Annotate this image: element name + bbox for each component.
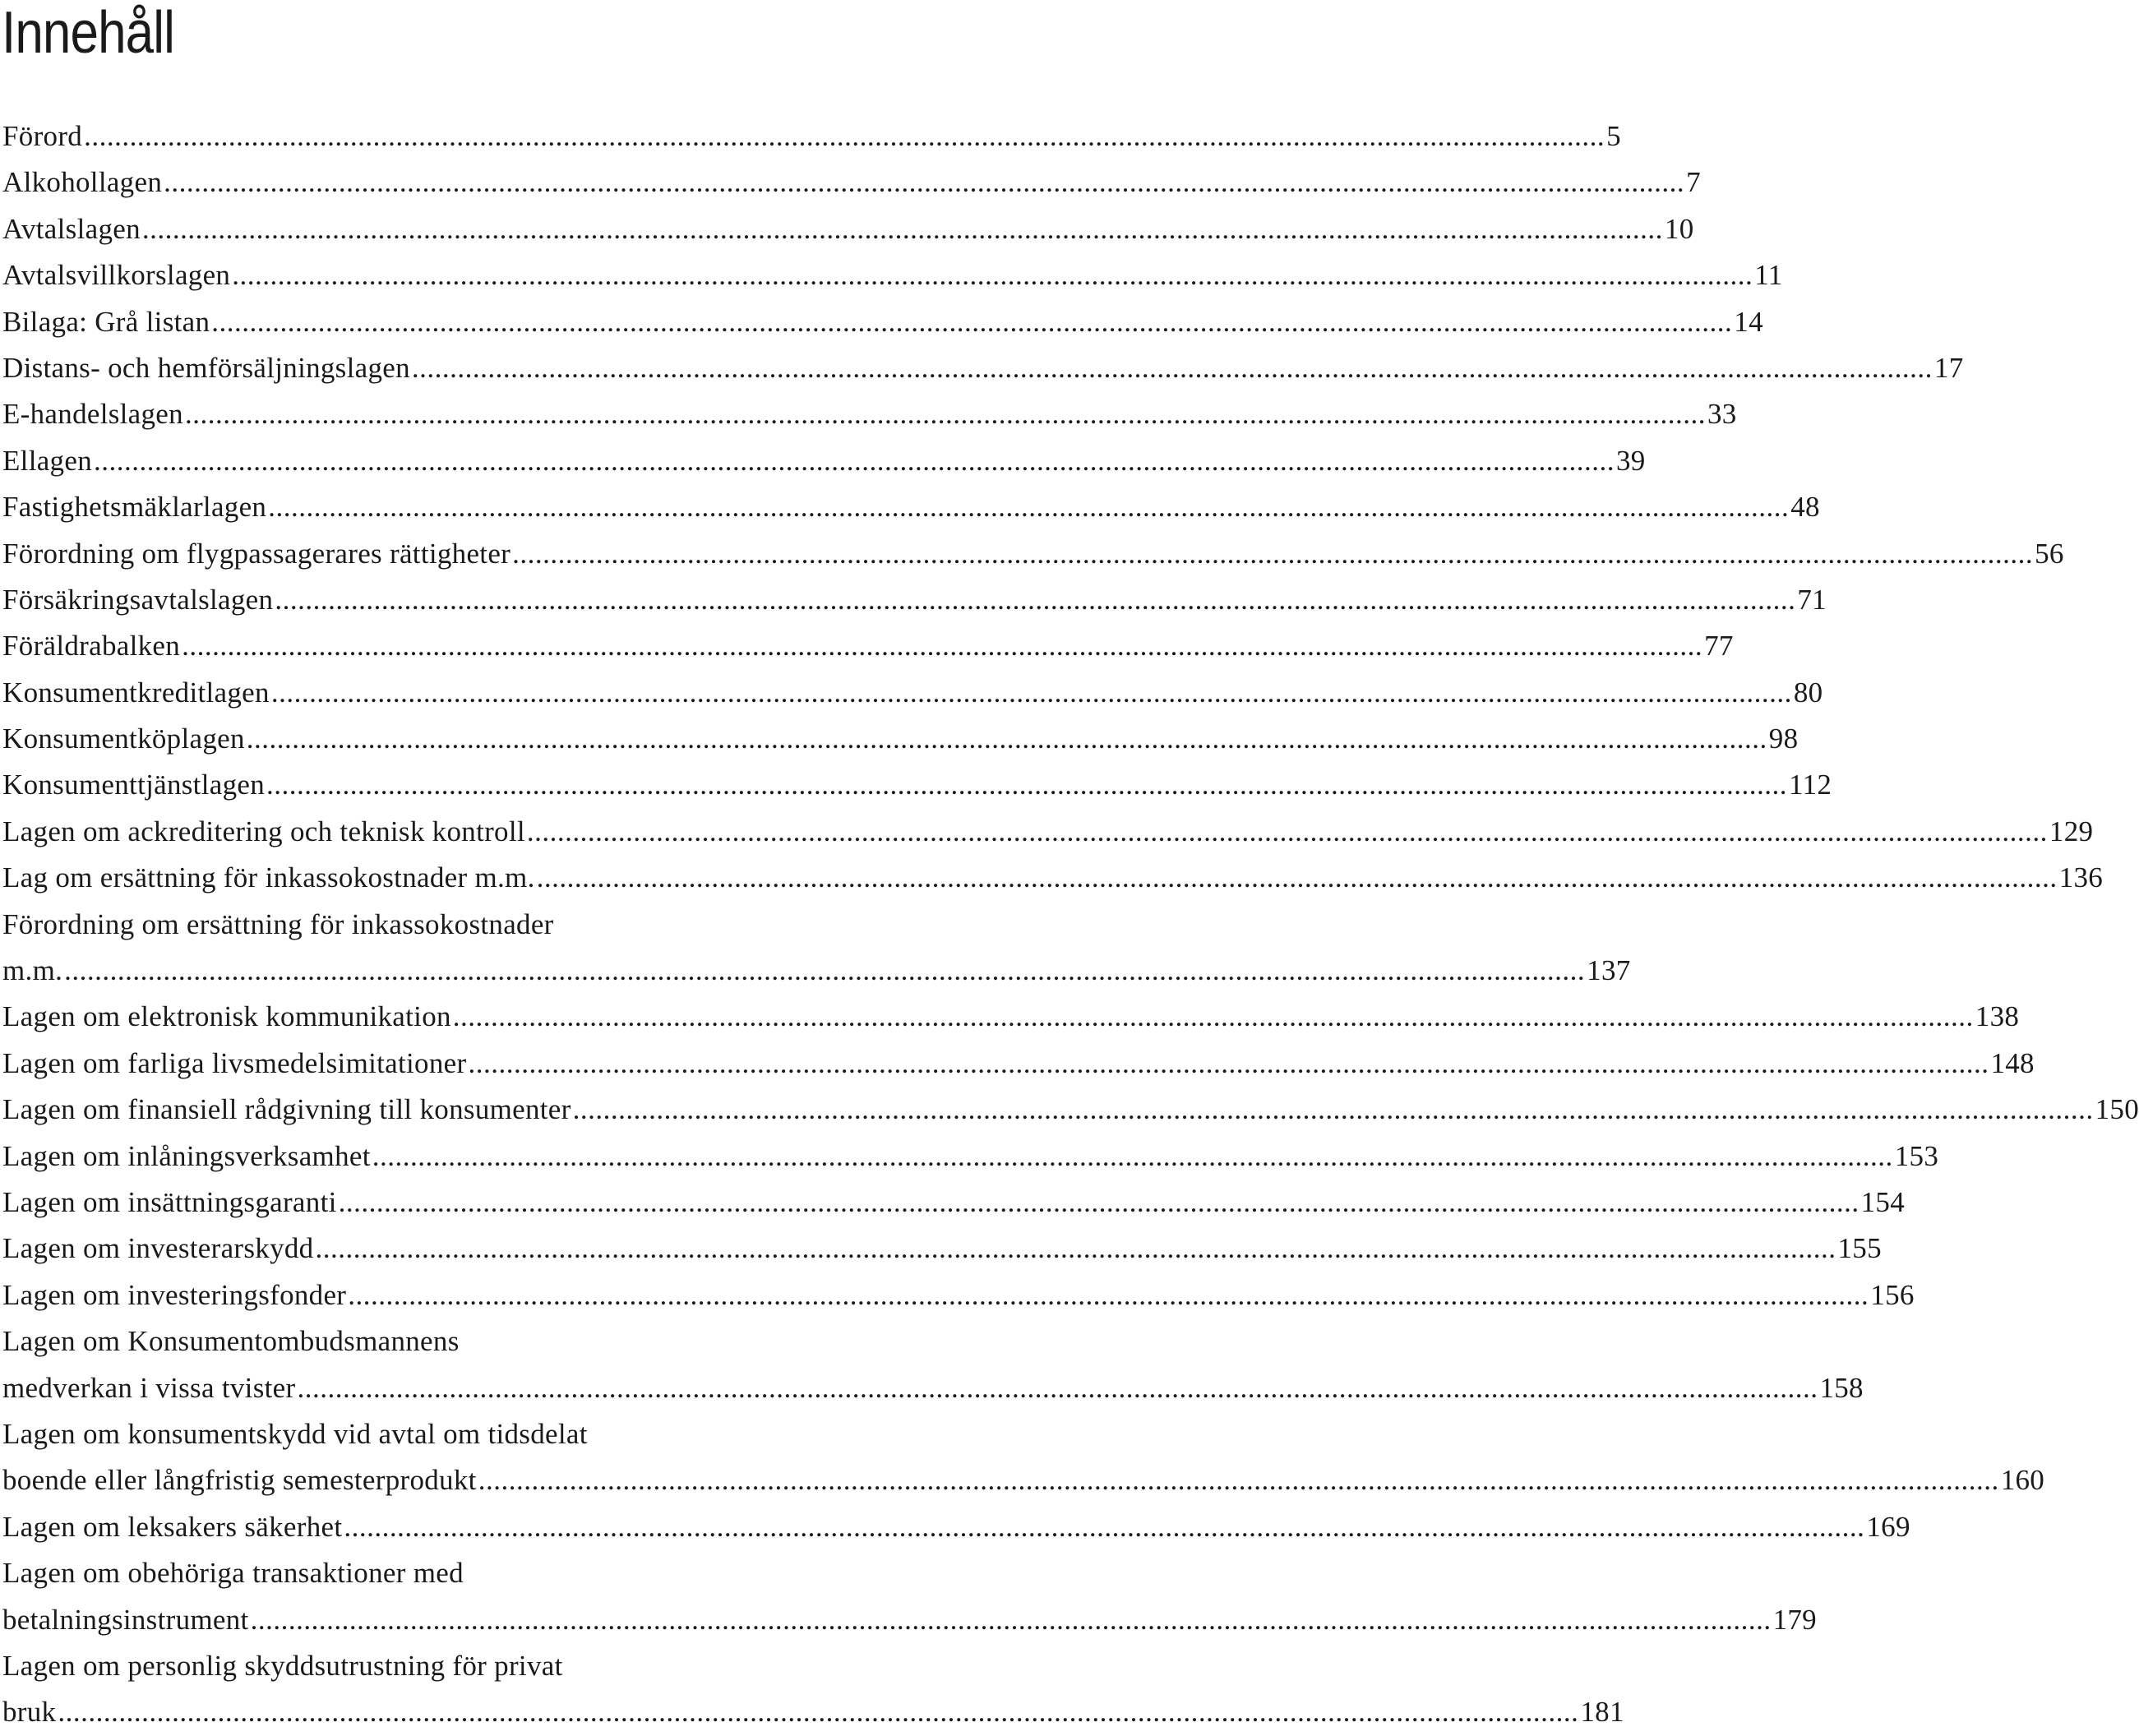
toc-entry-line [2,1689,1624,1735]
dot-leader: ........................................................................................................................................................................................................ [270,676,1792,709]
toc-entry [2,531,2064,577]
toc-entry-title: E-handelslagen [2,398,183,431]
toc-entry-title: Distans- och hemförsäljningslagen [2,351,410,384]
toc-page-number: 77 [1704,630,1734,663]
toc-entry-title: Konsumentköplagen [2,723,245,755]
toc-page-number: 148 [1990,1046,2035,1079]
toc-entry-line [2,1180,1906,1226]
toc-entry-title: m.m. [2,954,63,987]
toc-entry-line [2,948,1631,994]
toc-entry [2,1411,2045,1504]
dot-leader: ........................................................................................................................................................................................................ [526,815,2048,847]
dot-leader: ........................................................................................................................................................................................................ [211,305,1733,338]
toc-entry-line [2,1272,1915,1318]
toc-entry-line [2,670,1823,716]
toc-entry [2,1041,2035,1087]
toc-page-number: 169 [1866,1510,1910,1543]
dot-leader: ........................................................................................................................................................................................................ [84,120,1605,152]
toc-entry-title: betalningsinstrument [2,1603,249,1636]
dot-leader: ........................................................................................................................................................................................................ [64,954,1586,987]
toc-page-number: 71 [1797,583,1827,616]
toc-page-number: 48 [1790,491,1820,524]
toc-page-number: 7 [1686,166,1701,199]
toc-entry [2,855,2104,901]
toc-entry-line [2,113,1621,159]
toc-entry-line [2,902,784,948]
toc-entry [2,809,2094,855]
toc-entry-line [2,438,1646,484]
toc-page-number: 98 [1768,723,1799,755]
toc-entry-title: Lagen om investerarskydd [2,1232,314,1265]
dot-leader: ........................................................................................................................................................................................................ [164,166,1685,199]
toc-entry-line [2,762,1832,808]
toc-entry [2,159,1701,205]
toc-entry-line [2,1365,1864,1411]
toc-page-number: 158 [1819,1371,1864,1404]
toc-entry-line [2,809,2094,855]
toc-entry-line [2,299,1763,345]
dot-leader: ........................................................................................................................................................................................................ [297,1371,1818,1404]
toc-entry-title: Lagen om insättningsgaranti [2,1185,337,1218]
dot-leader: ........................................................................................................................................................................................................ [94,444,1615,477]
toc-entry-title: boende eller långfristig semesterprodukt [2,1464,477,1497]
toc-entry [2,716,1799,762]
toc-page-number: 137 [1587,954,1631,987]
toc-page-number: 156 [1870,1278,1915,1311]
toc-page-number: 160 [2000,1464,2045,1497]
toc-entry-title: Lagen om elektronisk kommunikation [2,1000,451,1033]
toc-entry [2,252,1783,298]
toc-page-number: 56 [2035,537,2064,570]
dot-leader: ........................................................................................................................................................................................................ [348,1278,1869,1311]
toc-entry [2,206,1694,252]
toc-page-number: 155 [1837,1232,1882,1265]
toc-entry-title: Lagen om personlig skyddsutrustning för privat [2,1649,563,1682]
dot-leader: ........................................................................................................................................................................................................ [275,583,1796,616]
dot-leader: ........................................................................................................................................................................................................ [536,861,2058,894]
dot-leader: ........................................................................................................................................................................................................ [246,723,1767,755]
dot-leader: ........................................................................................................................................................................................................ [478,1464,1999,1497]
toc-entry-title: Konsumentkreditlagen [2,676,270,709]
toc-entry-title: medverkan i vissa tvister [2,1371,296,1404]
toc-entry-line [2,577,1827,623]
dot-leader: ........................................................................................................................................................................................................ [184,398,1706,431]
toc-page-number: 11 [1754,259,1783,292]
toc-page-number: 181 [1580,1696,1624,1729]
toc-entry [2,391,1737,437]
toc-entry-line [2,1411,784,1457]
toc-entry-title: Lagen om investeringsfonder [2,1278,347,1311]
toc-entry [2,577,1827,623]
dot-leader: ........................................................................................................................................................................................................ [141,212,1663,245]
toc-entry [2,1180,1906,1226]
toc-entry-title: Lag om ersättning för inkassokostnader m.m. [2,861,535,894]
toc-entry-title: Avtalsvillkorslagen [2,259,231,292]
toc-entry [2,345,1964,391]
toc-page-number: 150 [2095,1093,2139,1126]
toc-entry [2,1318,1864,1411]
toc-entry-line [2,1504,1910,1550]
toc-entry [2,438,1646,484]
toc-entry-title: Fastighetsmäklarlagen [2,491,267,524]
toc-page-number: 33 [1707,398,1737,431]
toc-entry [2,762,1832,808]
toc-entry-line [2,531,2064,577]
toc-entry [2,902,1631,995]
toc-entry-title: Förordning om ersättning för inkassokostnader [2,907,554,940]
toc-page-number: 138 [1975,1000,2020,1033]
toc-entry-line [2,206,1694,252]
toc-entry-line [2,716,1799,762]
toc-entry-line [2,994,2020,1040]
toc-entry-line [2,484,1820,530]
toc-entry [2,1272,1915,1318]
toc-entry [2,1643,1624,1736]
toc-page-number: 153 [1894,1139,1939,1172]
toc-entry-title: Ellagen [2,444,92,477]
toc-entry-line [2,855,2104,901]
dot-leader: ........................................................................................................................................................................................................ [250,1603,1772,1636]
toc-entry [2,484,1820,530]
toc-entry-title: Konsumenttjänstlagen [2,769,266,801]
toc-page-number: 10 [1664,212,1694,245]
dot-leader: ........................................................................................................................................................................................................ [372,1139,1893,1172]
toc-entry [2,113,1621,159]
toc-page-number: 154 [1860,1185,1906,1218]
toc-entry [2,299,1763,345]
toc-entry-title: Lagen om ackreditering och teknisk kontroll [2,815,525,847]
toc-page-number: 39 [1616,444,1646,477]
toc-entry-title: Förordning om flygpassagerares rättigheter [2,537,511,570]
toc-entry-title: Förord [2,120,83,152]
dot-leader: ........................................................................................................................................................................................................ [182,630,1703,663]
toc-entry [2,1504,1910,1550]
table-of-contents [2,113,2139,1736]
toc-entry [2,1087,2139,1133]
toc-entry-title: Lagen om konsumentskydd vid avtal om tidsdelat [2,1417,588,1450]
toc-entry-title: Avtalslagen [2,212,141,245]
dot-leader: ........................................................................................................................................................................................................ [338,1185,1859,1218]
dot-leader: ........................................................................................................................................................................................................ [315,1232,1836,1265]
toc-page-number: 17 [1933,351,1964,384]
toc-page-number: 80 [1793,676,1823,709]
toc-entry-title: Föräldrabalken [2,630,181,663]
toc-page-number: 129 [2049,815,2094,847]
toc-entry-line [2,345,1964,391]
toc-entry-line [2,159,1701,205]
toc-entry-title: Lagen om Konsumentombudsmannens [2,1325,460,1358]
toc-page-number: 112 [1789,769,1832,801]
toc-entry-title: Lagen om finansiell rådgivning till konsumenter [2,1093,571,1126]
toc-entry-title: Alkohollagen [2,166,163,199]
toc-entry-line [2,1133,1939,1180]
toc-entry-line [2,1643,784,1689]
toc-entry [2,670,1823,716]
toc-entry-title: bruk [2,1696,57,1729]
toc-entry-line [2,1226,1882,1272]
dot-leader: ........................................................................................................................................................................................................ [468,1046,1989,1079]
dot-leader: ........................................................................................................................................................................................................ [411,351,1933,384]
toc-entry [2,623,1734,669]
dot-leader: ........................................................................................................................................................................................................ [58,1696,1579,1729]
toc-entry-title: Lagen om inlåningsverksamhet [2,1139,371,1172]
toc-entry-title: Lagen om leksakers säkerhet [2,1510,343,1543]
toc-entry-line [2,1041,2035,1087]
page-title: Innehåll [2,0,175,66]
toc-entry-line [2,1318,784,1364]
toc-page-number: 179 [1772,1603,1817,1636]
dot-leader: ........................................................................................................................................................................................................ [572,1093,2094,1126]
toc-entry-line [2,623,1734,669]
dot-leader: ........................................................................................................................................................................................................ [268,491,1790,524]
dot-leader: ........................................................................................................................................................................................................ [512,537,2034,570]
toc-entry-line [2,1087,2139,1133]
toc-entry-line [2,252,1783,298]
toc-entry-title: Försäkringsavtalslagen [2,583,274,616]
toc-entry-title: Lagen om obehöriga transaktioner med [2,1557,464,1590]
dot-leader: ........................................................................................................................................................................................................ [232,259,1753,292]
toc-entry [2,1226,1882,1272]
toc-entry [2,1133,1939,1180]
dot-leader: ........................................................................................................................................................................................................ [344,1510,1865,1543]
toc-entry-line [2,1550,784,1596]
toc-entry-line [2,1457,2045,1503]
toc-page-number: 5 [1606,120,1621,152]
toc-entry-line [2,391,1737,437]
toc-page-number: 14 [1734,305,1763,338]
toc-entry [2,994,2020,1040]
toc-entry [2,1550,1817,1643]
toc-entry-line [2,1597,1817,1643]
dot-leader: ........................................................................................................................................................................................................ [452,1000,1974,1033]
toc-entry-title: Bilaga: Grå listan [2,305,210,338]
dot-leader: ........................................................................................................................................................................................................ [266,769,1788,801]
toc-entry-title: Lagen om farliga livsmedelsimitationer [2,1046,467,1079]
toc-page-number: 136 [2058,861,2104,894]
